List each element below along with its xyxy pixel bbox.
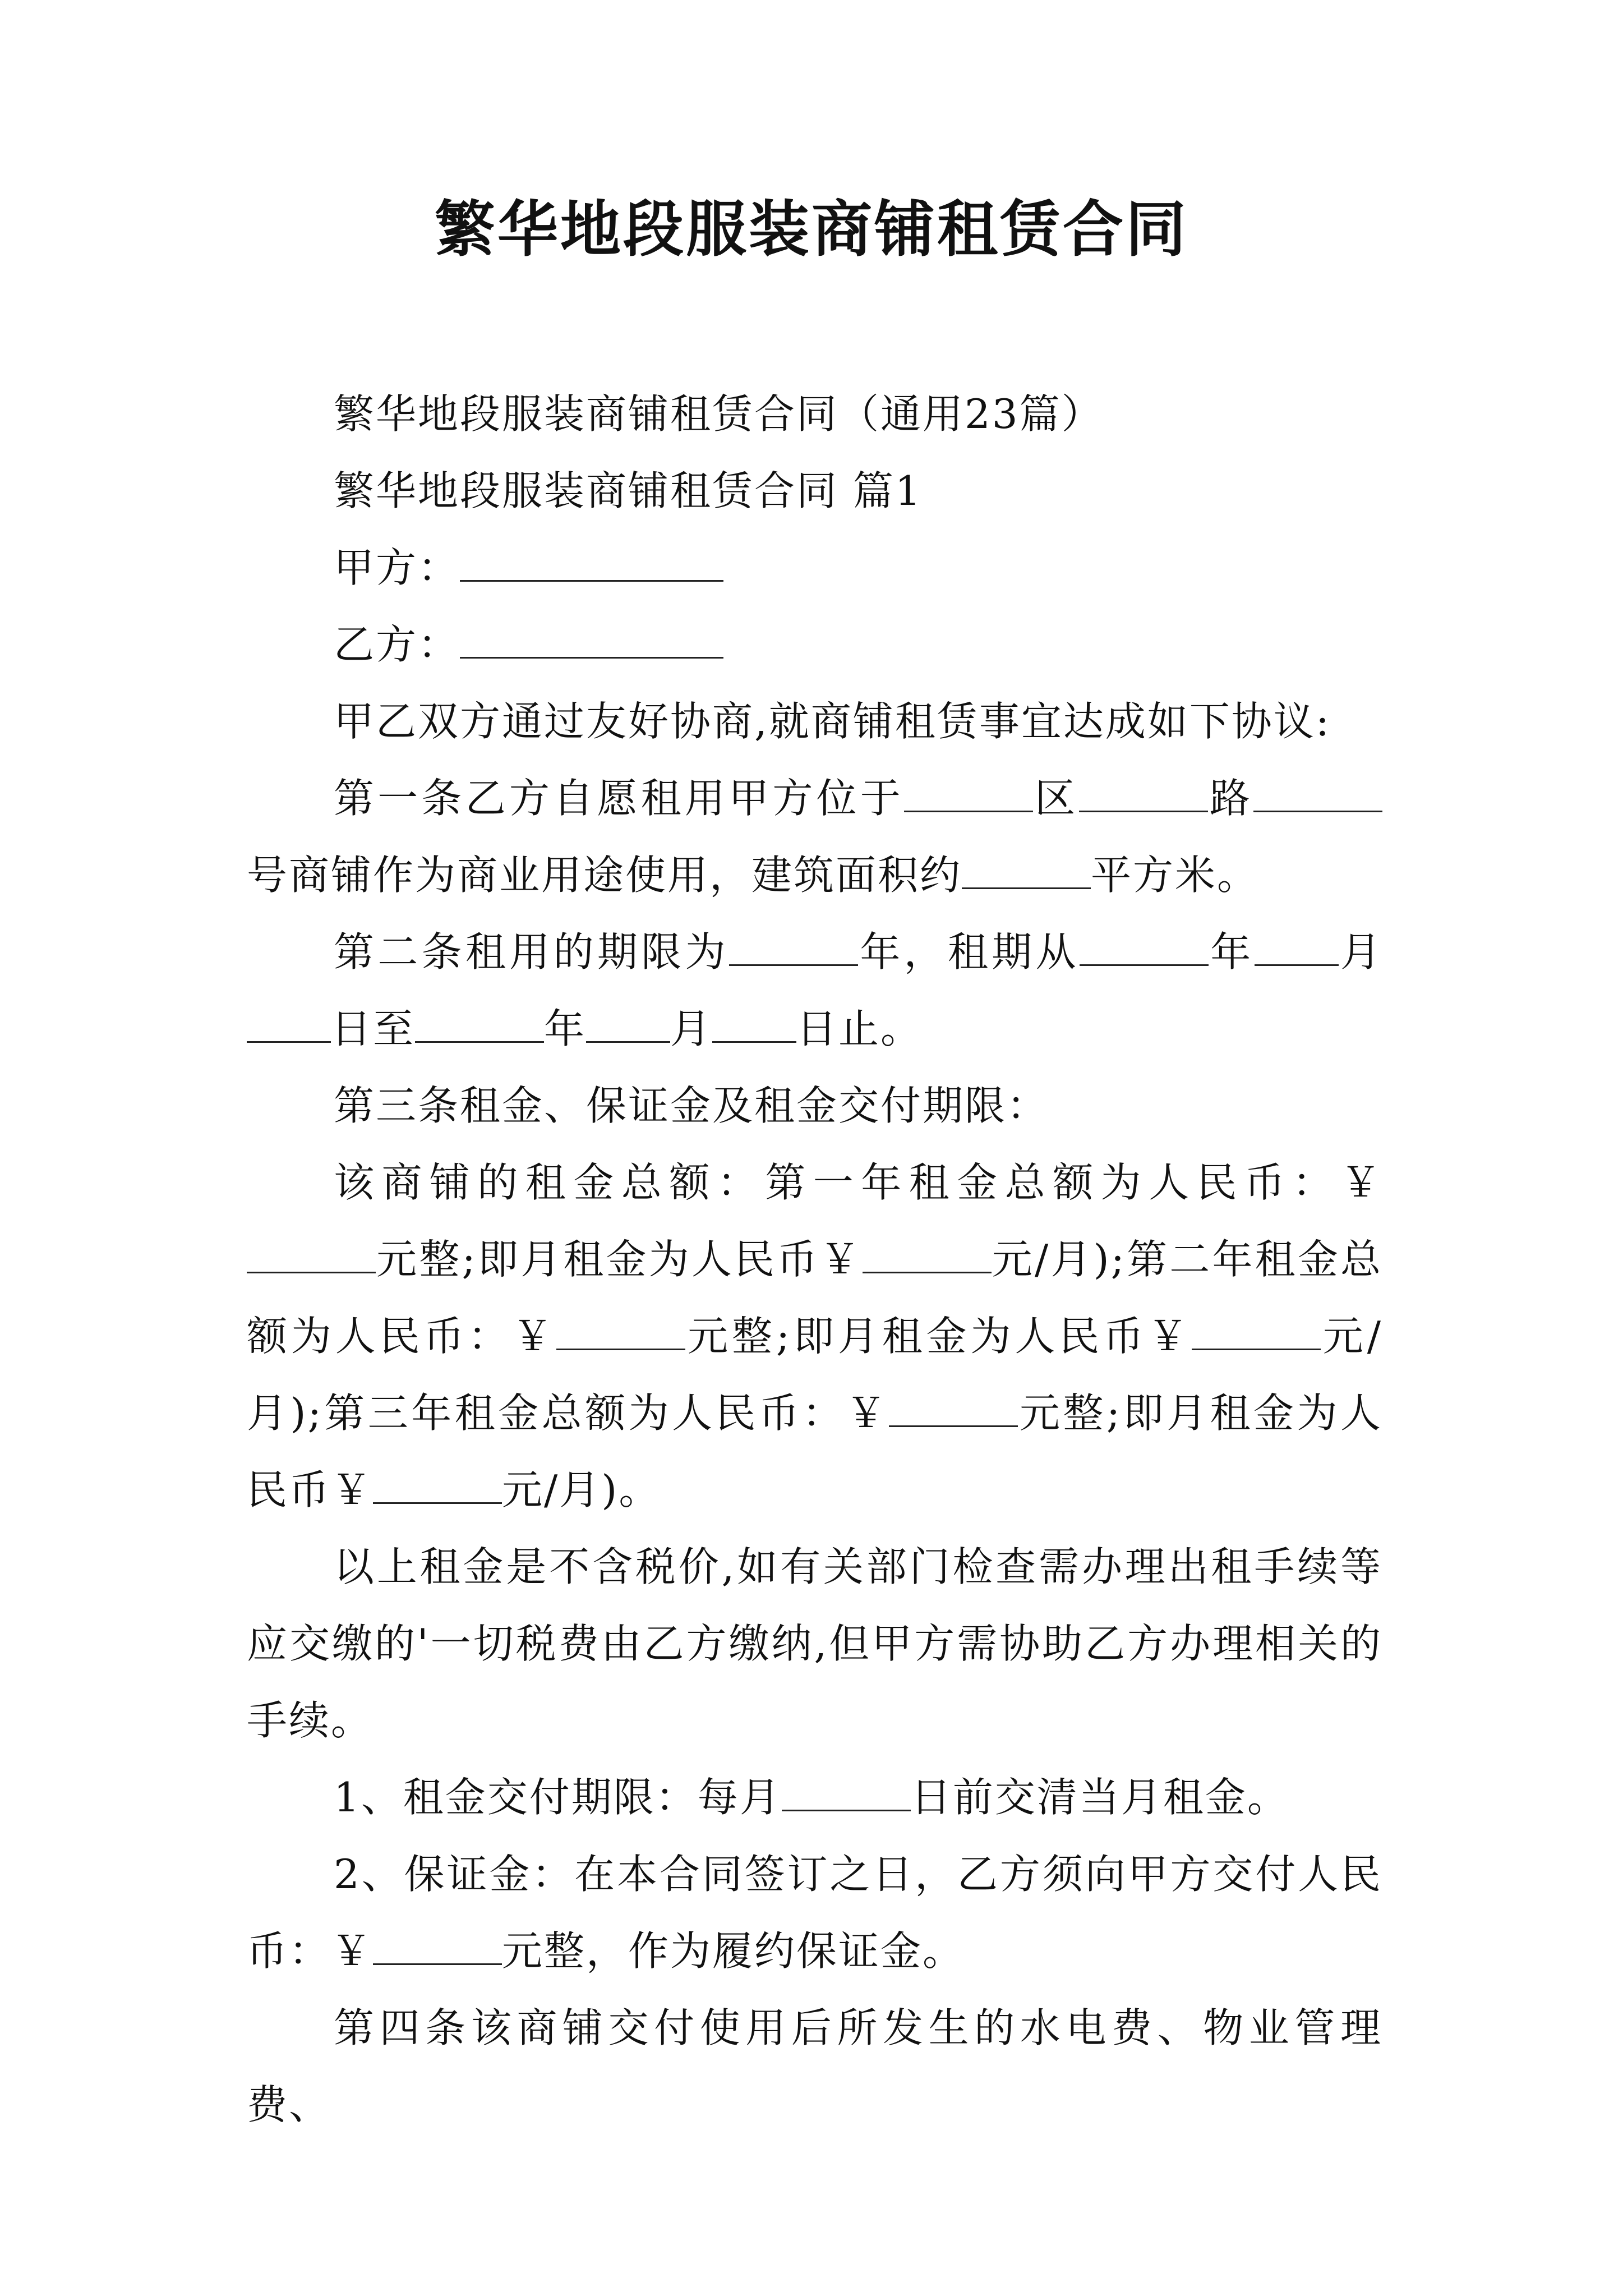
art2-text-b: 年，租期从: [857, 928, 1080, 976]
art1-text-b: 区: [1033, 775, 1079, 822]
year2-monthly-blank: [1192, 1315, 1321, 1350]
party-b-blank: [460, 623, 723, 659]
rent-text-a: 该商铺的租金总额：第一年租金总额为人民币：￥: [334, 1159, 1382, 1206]
tax-note: 以上租金是不含税价,如有关部门检查需办理出租手续等应交缴的'一切税费由乙方缴纳,但甲方需协助乙方办理相关的手续。: [247, 1543, 1382, 1744]
item1-text-a: 1、租金交付期限：每月: [334, 1774, 782, 1821]
road-blank: [1079, 777, 1208, 812]
year3-total-blank: [889, 1392, 1018, 1427]
art2-text-a: 第二条租用的期限为: [334, 928, 729, 976]
start-day-blank: [247, 1007, 331, 1043]
art1-text-d: 号商铺作为商业用途使用，建筑面积约: [247, 852, 962, 899]
item2-text-a: 2、保证金：在本合同签订之日，乙方须向甲方交付人民币：￥: [247, 1851, 1382, 1975]
art1-text-e: 平方米。: [1091, 852, 1260, 899]
start-year-blank: [1080, 931, 1209, 966]
article-4-start: 第四条该商铺交付使用后所发生的水电费、物业管理费、: [247, 2004, 1382, 2128]
intro-title: 繁华地段服装商铺租赁合同（通用23篇）: [334, 390, 1104, 438]
rent-text-c: 元/月);第二年租金总额为人民币：￥: [247, 1236, 1382, 1360]
art2-text-f: 年: [544, 1005, 587, 1052]
item1-text-b: 日前交清当月租金。: [910, 1774, 1289, 1821]
item-2-deposit: [247, 1836, 1382, 1990]
document-body: [247, 376, 1382, 2143]
art2-text-c: 年: [1208, 928, 1255, 976]
rent-text-b: 元整;即月租金为人民币￥: [376, 1236, 863, 1283]
article-1: [247, 760, 1382, 914]
payment-day-blank: [782, 1776, 911, 1811]
party-a-line: [247, 530, 1382, 606]
number-blank: [1253, 777, 1382, 812]
item2-text-b: 元整，作为履约保证金。: [502, 1927, 965, 1975]
art1-text-c: 路: [1207, 775, 1253, 822]
start-month-blank: [1255, 931, 1339, 966]
end-year-blank: [415, 1007, 544, 1043]
agreement-intro: 甲乙双方通过友好协商,就商铺租赁事宜达成如下协议:: [334, 698, 1331, 745]
party-a-label: 甲方：: [334, 544, 460, 591]
rent-clause: [247, 1144, 1382, 1529]
article-2: [247, 914, 1382, 1068]
rent-text-g: 元/月)。: [502, 1466, 661, 1513]
section-title: 繁华地段服装商铺租赁合同 篇1: [334, 467, 923, 514]
end-month-blank: [586, 1007, 670, 1043]
term-years-blank: [729, 931, 858, 966]
art2-text-e: 日至: [331, 1005, 416, 1052]
area-blank: [962, 854, 1091, 889]
party-a-blank: [460, 546, 723, 582]
year3-monthly-blank: [373, 1469, 502, 1504]
party-b-line: [247, 606, 1382, 683]
party-b-label: 乙方：: [334, 621, 460, 668]
art1-text-a: 第一条乙方自愿租用甲方位于: [334, 775, 905, 822]
rent-text-e: 元/月);第三年租金总额为人民币：￥: [247, 1313, 1382, 1437]
document-title: 繁华地段服装商铺租赁合同: [434, 195, 1188, 265]
rent-text-f: 元整;即月租金为人民币￥: [247, 1389, 1382, 1513]
year1-monthly-blank: [863, 1238, 992, 1273]
art2-text-g: 月: [670, 1005, 713, 1052]
rent-text-d: 元整;即月租金为人民币￥: [685, 1313, 1192, 1360]
article-3-title: 第三条租金、保证金及租金交付期限：: [334, 1082, 1049, 1129]
art2-text-h: 日止。: [796, 1005, 923, 1052]
end-day-blank: [712, 1007, 796, 1043]
deposit-blank: [373, 1930, 502, 1965]
district-blank: [904, 777, 1033, 812]
year2-total-blank: [556, 1315, 685, 1350]
art2-text-d: 月: [1338, 928, 1382, 976]
year1-total-blank: [247, 1238, 376, 1273]
item-1-payment-deadline: [247, 1759, 1382, 1836]
